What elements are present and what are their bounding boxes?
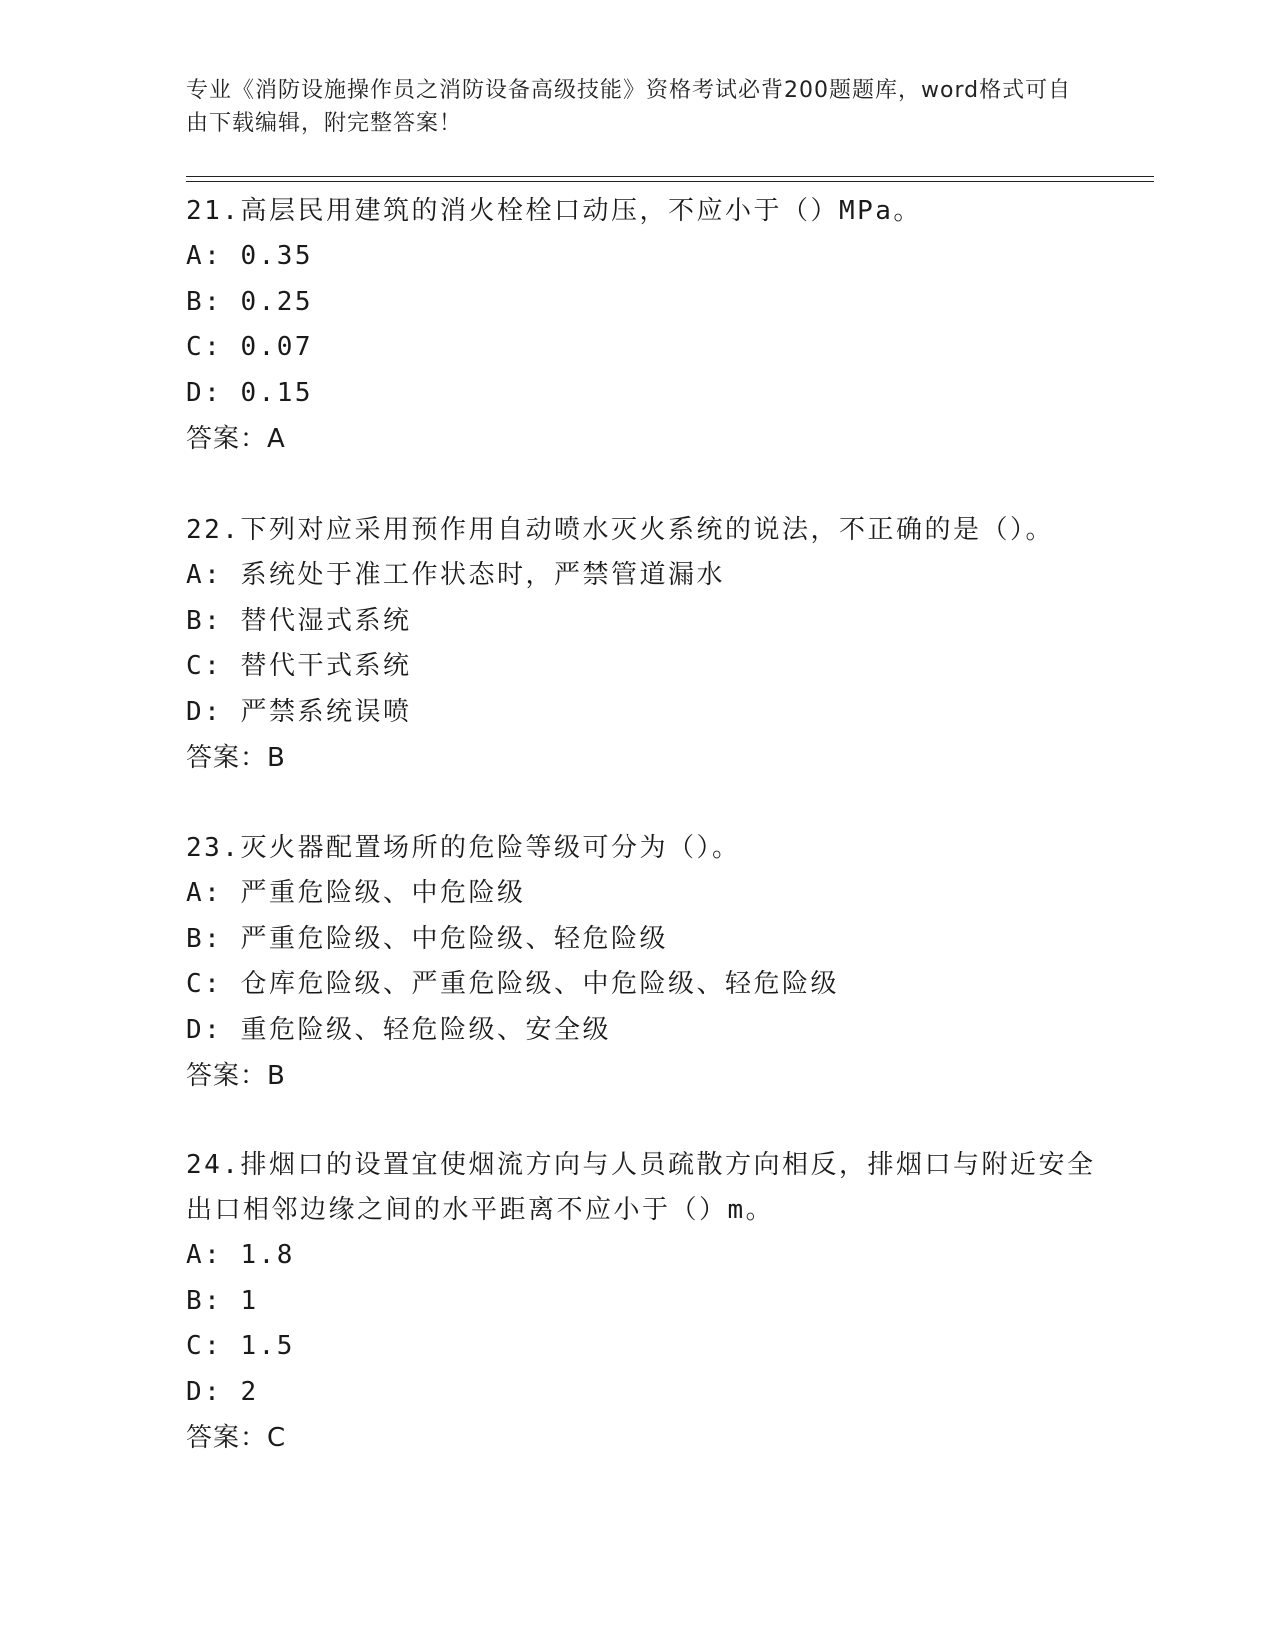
question-stem: 23.灭火器配置场所的危险等级可分为（）。 [186,833,741,863]
option-c: C: 0.07 [186,332,314,362]
option-d: D: 0.15 [186,377,314,408]
option-a: A: 0.35 [186,241,314,271]
header-divider-top [186,176,1154,177]
option-b: B: 0.25 [186,286,314,317]
option-d: D: 2 [186,1376,259,1407]
question-21 [186,189,1106,462]
option-b: B: 严重危险级、中危险级、轻危险级 [186,923,668,954]
option-c: C: 仓库危险级、严重危险级、中危险级、轻危险级 [186,969,839,999]
question-stem: 22.下列对应采用预作用自动喷水灭火系统的说法，不正确的是（）。 [186,515,1054,545]
option-a: A: 系统处于准工作状态时，严禁管道漏水 [186,560,725,590]
option-d: D: 严禁系统误喷 [186,696,412,727]
option-b: B: 1 [186,1285,259,1316]
option-d: D: 重危险级、轻危险级、安全级 [186,1014,611,1045]
question-stem: 21.高层民用建筑的消火栓栓口动压，不应小于（）MPa。 [186,196,922,226]
answer: 答案：B [186,743,286,773]
option-c: C: 1.5 [186,1331,295,1361]
answer: 答案：C [186,1423,287,1453]
question-23 [186,826,1106,1099]
answer: 答案：A [186,424,286,454]
option-b: B: 替代湿式系统 [186,605,412,636]
document-header: 专业《消防设施操作员之消防设备高级技能》资格考试必背200题题库，word格式可自由下载编辑，附完整答案！ [186,78,1072,136]
answer: 答案：B [186,1061,286,1091]
header-divider-bottom [186,181,1154,182]
question-24 [186,1143,1106,1461]
question-stem: 24.排烟口的设置宜使烟流方向与人员疏散方向相反，排烟口与附近安全出口相邻边缘之间的水平距离不应小于（）m。 [186,1150,1096,1225]
option-a: A: 严重危险级、中危险级 [186,878,526,908]
option-a: A: 1.8 [186,1240,295,1270]
question-22 [186,508,1106,781]
option-c: C: 替代干式系统 [186,651,412,681]
